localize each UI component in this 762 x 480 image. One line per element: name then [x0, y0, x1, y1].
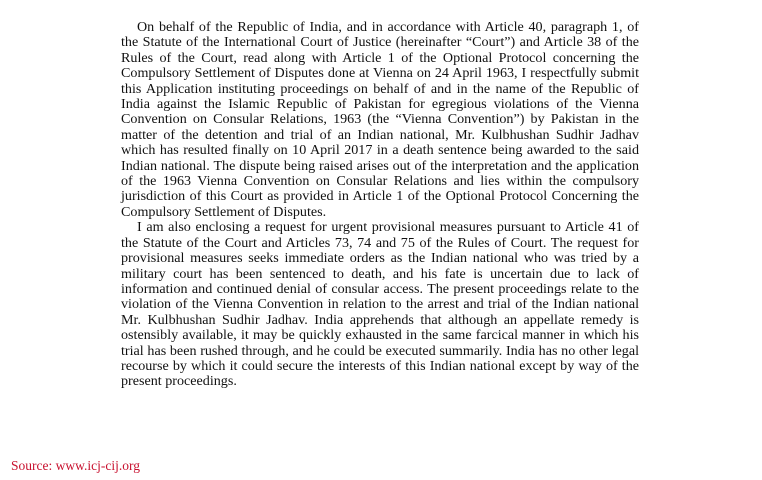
source-caption: Source: www.icj-cij.org: [11, 458, 140, 473]
document-page: [121, 0, 639, 480]
paragraph-provisional-measures: I am also enclosing a request for urgent provisional measures pursuant to Article 41 of the Statute of the Court and Articles 73, 74 and 75 of the Rules of Court. The request for provisional measures seeks immediate orders as the Indian national who was tried by a military court has been sentenced to death, and his fate is uncertain due to lack of information and continued denial of consular access. The present proceedings relate to the violation of the Vienna Convention in relation to the arrest and trial of the Indian national Mr. Kulbhushan Sudhir Jadhav. India apprehends that although an appellate remedy is ostensibly available, it may be quickly exhausted in the same farcical manner in which his trial has been rushed through, and he could be executed summarily. India has no other legal recourse by which it could secure the interests of this Indian national except by way of the present proceedings.: [121, 219, 639, 390]
paragraph-application: On behalf of the Republic of India, and in accordance with Article 40, paragraph 1, of the Statute of the International Court of Justice (hereinafter “Court”) and Article 38 of the Rules of the Court, read along with Article 1 of the Optional Protocol concerning the Compulsory Settlement of Disputes done at Vienna on 24 April 1963, I respectfully submit this Application instituting proceedings on behalf of and in the name of the Republic of India against the Islamic Republic of Pakistan for egregious violations of the Vienna Convention on Consular Relations, 1963 (the “Vienna Convention”) by Pakistan in the matter of the detention and trial of an Indian national, Mr. Kulbhushan Sudhir Jadhav which has resulted finally on 10 April 2017 in a death sentence being awarded to the said Indian national. The dispute being raised arises out of the interpretation and the application of the 1963 Vienna Convention on Consular Relations and lies within the compulsory jurisdiction of this Court as provided in Article 1 of the Optional Protocol Concerning the Compulsory Settlement of Disputes.: [121, 19, 639, 220]
document-body: [121, 20, 639, 390]
